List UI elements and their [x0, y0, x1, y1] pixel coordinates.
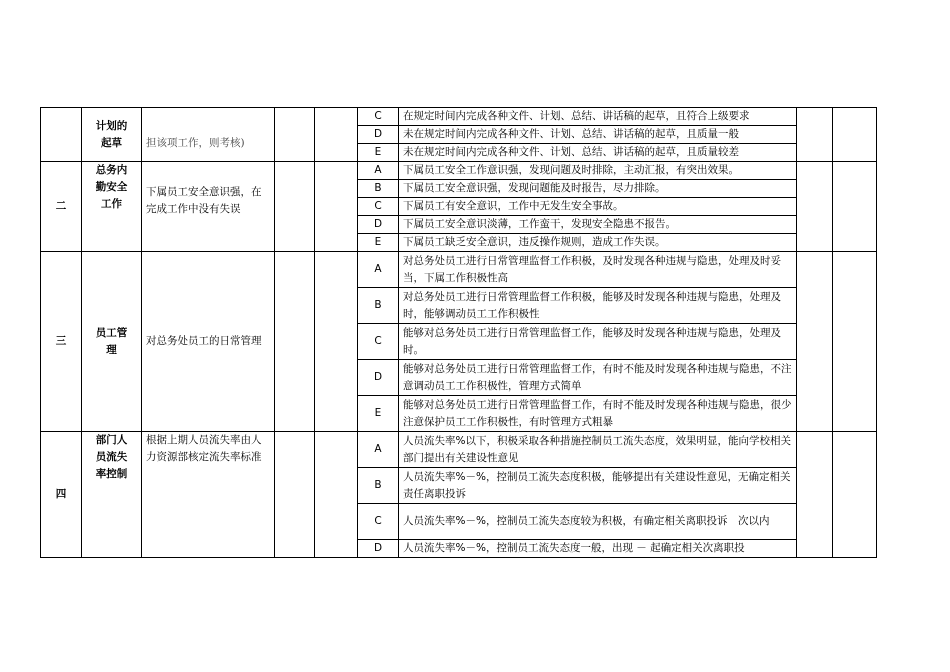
grade-description: 下属员工安全意识淡薄，工作蛮干，发现安全隐患不报告。: [399, 216, 797, 234]
section-standard: 担该项工作，则考核): [142, 108, 275, 162]
grade-description: 能够对总务处员工进行日常管理监督工作，有时不能及时发现各种违规与隐患，很少注意保护员工工作积极性，有时管理方式粗暴: [399, 396, 797, 432]
blank-cell: [315, 252, 358, 432]
section-standard: 下属员工安全意识强，在完成工作中没有失误: [142, 162, 275, 252]
blank-cell: [833, 162, 877, 252]
grade-cell: D: [358, 360, 399, 396]
grade-description: 能够对总务处员工进行日常管理监督工作，有时不能及时发现各种违规与隐患，不注意调动员工工作积极性，管理方式简单: [399, 360, 797, 396]
section-number: 三: [41, 252, 82, 432]
grade-cell: E: [358, 144, 399, 162]
grade-cell: B: [358, 468, 399, 504]
grade-cell: A: [358, 252, 399, 288]
item-text: 计划的 起草: [95, 119, 128, 149]
blank-cell: [275, 162, 315, 252]
blank-cell: [797, 162, 833, 252]
blank-cell: [315, 162, 358, 252]
grade-description: 在规定时间内完成各种文件、计划、总结、讲话稿的起草，且符合上级要求: [399, 108, 797, 126]
blank-cell: [833, 432, 877, 558]
grade-description: 能够对总务处员工进行日常管理监督工作，能够及时发现各种违规与隐患，处理及时。: [399, 324, 797, 360]
grade-description: 下属员工有安全意识，工作中无发生安全事故。: [399, 198, 797, 216]
table-row: [41, 432, 877, 468]
grade-cell: C: [358, 108, 399, 126]
grade-description: 对总务处员工进行日常管理监督工作积极，及时发现各种违规与隐患，处理及时妥当，下属工作积极性高: [399, 252, 797, 288]
blank-cell: [797, 252, 833, 432]
grade-cell: B: [358, 288, 399, 324]
grade-cell: A: [358, 162, 399, 180]
blank-cell: [275, 252, 315, 432]
table-row: [41, 162, 877, 180]
section-standard: 对总务处员工的日常管理: [142, 252, 275, 432]
section-number: [41, 108, 82, 162]
blank-cell: [833, 108, 877, 162]
grade-description: 下属员工安全工作意识强，发现问题及时排除，主动汇报，有突出效果。: [399, 162, 797, 180]
grade-description: 人员流失率%以下，积极采取各种措施控制员工流失态度，效果明显，能向学校相关部门提出有关建设性意见: [399, 432, 797, 468]
blank-cell: [797, 108, 833, 162]
grade-cell: A: [358, 432, 399, 468]
grade-description: 人员流失率%－%，控制员工流失态度积极，能够提出有关建设性意见，无确定相关责任离职投诉: [399, 468, 797, 504]
blank-cell: [275, 108, 315, 162]
grade-description: 下属员工安全意识强，发现问题能及时报告，尽力排除。: [399, 180, 797, 198]
grade-cell: D: [358, 540, 399, 558]
grade-description: 未在规定时间内完成各种文件、计划、总结、讲话稿的起草，且质量较差: [399, 144, 797, 162]
section-item: [82, 252, 142, 432]
blank-cell: [275, 432, 315, 558]
blank-cell: [315, 432, 358, 558]
grade-description: 下属员工缺乏安全意识，违反操作规则，造成工作失误。: [399, 234, 797, 252]
grade-cell: D: [358, 216, 399, 234]
item-text: 总务内 勤安全 工作: [95, 164, 128, 210]
section-standard: 根据上期人员流失率由人力资源部核定流失率标准: [142, 432, 275, 558]
grade-cell: E: [358, 234, 399, 252]
grade-description: 人员流失率%－%，控制员工流失态度较为积极，有确定相关离职投诉 次以内: [399, 504, 797, 540]
grade-cell: D: [358, 126, 399, 144]
grade-cell: E: [358, 396, 399, 432]
grade-description: 对总务处员工进行日常管理监督工作积极，能够及时发现各种违规与隐患，处理及时，能够调动员工工作积极性: [399, 288, 797, 324]
assessment-table: [40, 107, 877, 558]
section-number: 二: [41, 162, 82, 252]
section-number: 四: [41, 432, 82, 558]
grade-cell: C: [358, 198, 399, 216]
table-row: [41, 108, 877, 126]
grade-cell: B: [358, 180, 399, 198]
blank-cell: [315, 108, 358, 162]
section-item: [82, 162, 142, 252]
item-text: 员工管 理: [95, 326, 128, 356]
section-item: [82, 108, 142, 162]
grade-description: 人员流失率%－%，控制员工流失态度一般，出现 － 起确定相关次离职投: [399, 540, 797, 558]
section-item: [82, 432, 142, 558]
item-text: 部门人 员流失 率控制: [95, 434, 128, 480]
blank-cell: [833, 252, 877, 432]
blank-cell: [797, 432, 833, 558]
grade-description: 未在规定时间内完成各种文件、计划、总结、讲话稿的起草，且质量一般: [399, 126, 797, 144]
grade-cell: C: [358, 324, 399, 360]
table-row: [41, 252, 877, 288]
grade-cell: C: [358, 504, 399, 540]
